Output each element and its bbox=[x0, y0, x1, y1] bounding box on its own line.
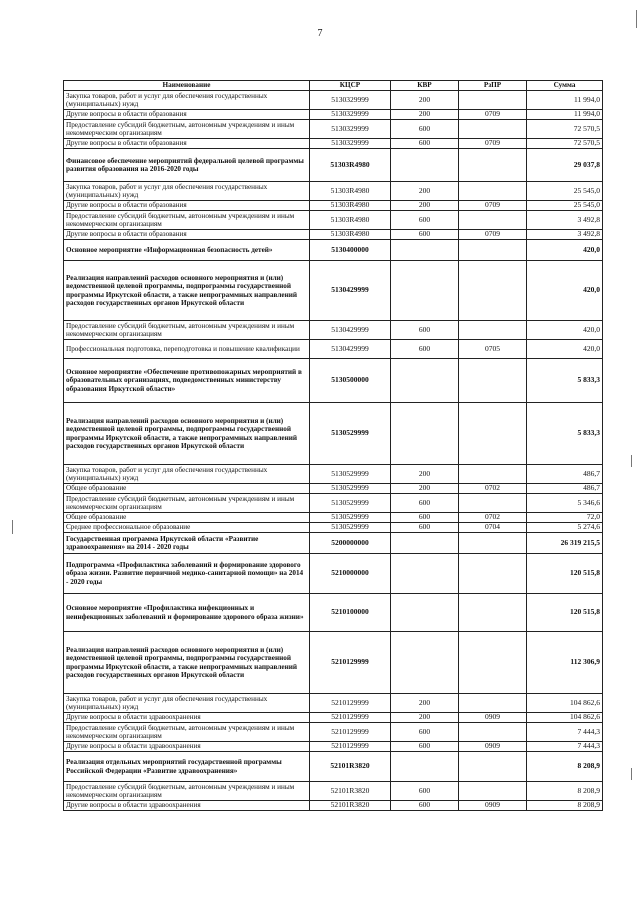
cell-kvr: 200 bbox=[391, 182, 459, 201]
cell-sum: 420,0 bbox=[527, 340, 603, 359]
cell-name: Реализация направлений расходов основного мероприятия и (или) ведомственной целевой программы, подпрограммы государственной программы Иркутской области, а также непрограммных направлений расходов государственных органов Иркутской области bbox=[64, 632, 310, 694]
cell-name: Предоставление субсидий бюджетным, автономным учреждениям и иным некоммерческим организациям bbox=[64, 782, 310, 801]
cell-name: Закупка товаров, работ и услуг для обеспечения государственных (муниципальных) нужд bbox=[64, 182, 310, 201]
cell-name: Профессиональная подготовка, переподготовка и повышение квалификации bbox=[64, 340, 310, 359]
cell-sum: 3 492,8 bbox=[527, 211, 603, 230]
cell-name: Предоставление субсидий бюджетным, автономным учреждениям и иным некоммерческим организациям bbox=[64, 120, 310, 139]
cell-name: Среднее профессиональное образование bbox=[64, 523, 310, 533]
cell-sum: 72,0 bbox=[527, 513, 603, 523]
cell-kvr: 600 bbox=[391, 120, 459, 139]
cell-kcsr: 51303R4980 bbox=[310, 149, 391, 182]
cell-kcsr: 51303R4980 bbox=[310, 230, 391, 240]
cell-name: Другие вопросы в области образования bbox=[64, 230, 310, 240]
cell-sum: 8 208,9 bbox=[527, 801, 603, 811]
header-rzpr: РзПР bbox=[459, 81, 527, 91]
cell-name: Другие вопросы в области образования bbox=[64, 201, 310, 211]
cell-kcsr: 5210129999 bbox=[310, 694, 391, 713]
cell-rzpr: 0702 bbox=[459, 513, 527, 523]
cell-name: Другие вопросы в области образования bbox=[64, 139, 310, 149]
cell-kcsr: 5130329999 bbox=[310, 91, 391, 110]
cell-rzpr bbox=[459, 149, 527, 182]
cell-sum: 5 346,6 bbox=[527, 494, 603, 513]
cell-name: Другие вопросы в области образования bbox=[64, 110, 310, 120]
table-row bbox=[64, 182, 603, 201]
cell-rzpr: 0709 bbox=[459, 110, 527, 120]
cell-rzpr bbox=[459, 632, 527, 694]
cell-sum: 5 274,6 bbox=[527, 523, 603, 533]
header-name: Наименование bbox=[64, 81, 310, 91]
cell-sum: 7 444,3 bbox=[527, 723, 603, 742]
scan-mark-left bbox=[12, 520, 13, 534]
cell-rzpr bbox=[459, 261, 527, 321]
cell-sum: 104 862,6 bbox=[527, 694, 603, 713]
cell-kcsr: 5130529999 bbox=[310, 523, 391, 533]
cell-kcsr: 5210129999 bbox=[310, 713, 391, 723]
cell-name: Финансовое обеспечение мероприятий федеральной целевой программы развития образования на 2016-2020 годы bbox=[64, 149, 310, 182]
cell-kcsr: 51303R4980 bbox=[310, 182, 391, 201]
cell-kvr bbox=[391, 261, 459, 321]
table-row bbox=[64, 149, 603, 182]
scan-mark-right bbox=[631, 455, 632, 467]
cell-sum: 8 208,9 bbox=[527, 782, 603, 801]
header-kcsr: КЦСР bbox=[310, 81, 391, 91]
cell-rzpr bbox=[459, 403, 527, 465]
cell-sum: 120 515,8 bbox=[527, 554, 603, 594]
cell-rzpr bbox=[459, 240, 527, 261]
table-row bbox=[64, 742, 603, 752]
cell-rzpr: 0909 bbox=[459, 742, 527, 752]
cell-rzpr: 0709 bbox=[459, 201, 527, 211]
cell-kcsr: 5200000000 bbox=[310, 533, 391, 554]
table-header-row bbox=[64, 81, 603, 91]
cell-kvr bbox=[391, 594, 459, 632]
table-row bbox=[64, 340, 603, 359]
cell-sum: 420,0 bbox=[527, 240, 603, 261]
cell-rzpr bbox=[459, 211, 527, 230]
cell-sum: 104 862,6 bbox=[527, 713, 603, 723]
cell-kvr bbox=[391, 632, 459, 694]
table-row bbox=[64, 513, 603, 523]
cell-name: Общее образование bbox=[64, 484, 310, 494]
cell-name: Предоставление субсидий бюджетным, автономным учреждениям и иным некоммерческим организациям bbox=[64, 494, 310, 513]
cell-name: Основное мероприятие «Профилактика инфекционных и неинфекционных заболеваний и формирование здорового образа жизни» bbox=[64, 594, 310, 632]
table-row bbox=[64, 139, 603, 149]
table-row bbox=[64, 201, 603, 211]
table-row bbox=[64, 801, 603, 811]
cell-name: Другие вопросы в области здравоохранения bbox=[64, 713, 310, 723]
cell-name: Предоставление субсидий бюджетным, автономным учреждениям и иным некоммерческим организациям bbox=[64, 211, 310, 230]
cell-kvr: 600 bbox=[391, 230, 459, 240]
cell-rzpr bbox=[459, 782, 527, 801]
cell-rzpr: 0909 bbox=[459, 801, 527, 811]
cell-kcsr: 5130500000 bbox=[310, 359, 391, 403]
cell-rzpr bbox=[459, 533, 527, 554]
cell-kvr: 200 bbox=[391, 713, 459, 723]
cell-kcsr: 5210129999 bbox=[310, 723, 391, 742]
cell-rzpr bbox=[459, 723, 527, 742]
cell-kcsr: 52101R3820 bbox=[310, 752, 391, 782]
cell-rzpr bbox=[459, 91, 527, 110]
cell-kvr: 600 bbox=[391, 321, 459, 340]
scan-mark-right-lower bbox=[631, 768, 632, 780]
cell-kvr: 600 bbox=[391, 801, 459, 811]
table-row bbox=[64, 554, 603, 594]
cell-rzpr: 0702 bbox=[459, 484, 527, 494]
cell-sum: 26 319 215,5 bbox=[527, 533, 603, 554]
cell-kcsr: 5130529999 bbox=[310, 513, 391, 523]
cell-rzpr bbox=[459, 694, 527, 713]
table-row bbox=[64, 91, 603, 110]
cell-kvr bbox=[391, 403, 459, 465]
cell-sum: 420,0 bbox=[527, 321, 603, 340]
table-row bbox=[64, 632, 603, 694]
cell-sum: 486,7 bbox=[527, 484, 603, 494]
cell-name: Реализация отдельных мероприятий государственной программы Российской Федерации «Развитие здравоохранения» bbox=[64, 752, 310, 782]
cell-name: Закупка товаров, работ и услуг для обеспечения государственных (муниципальных) нужд bbox=[64, 465, 310, 484]
cell-name: Закупка товаров, работ и услуг для обеспечения государственных (муниципальных) нужд bbox=[64, 91, 310, 110]
cell-name: Основное мероприятие «Информационная безопасность детей» bbox=[64, 240, 310, 261]
table-row bbox=[64, 533, 603, 554]
cell-kvr: 200 bbox=[391, 91, 459, 110]
cell-kvr: 200 bbox=[391, 694, 459, 713]
cell-kcsr: 52101R3820 bbox=[310, 801, 391, 811]
cell-kvr bbox=[391, 533, 459, 554]
cell-sum: 72 570,5 bbox=[527, 139, 603, 149]
table-row bbox=[64, 120, 603, 139]
cell-name: Другие вопросы в области здравоохранения bbox=[64, 742, 310, 752]
cell-sum: 5 833,3 bbox=[527, 403, 603, 465]
cell-kvr: 200 bbox=[391, 201, 459, 211]
table-row bbox=[64, 110, 603, 120]
cell-kvr bbox=[391, 149, 459, 182]
cell-kcsr: 5130429999 bbox=[310, 261, 391, 321]
cell-sum: 11 994,0 bbox=[527, 91, 603, 110]
cell-name: Закупка товаров, работ и услуг для обеспечения государственных (муниципальных) нужд bbox=[64, 694, 310, 713]
cell-kvr bbox=[391, 359, 459, 403]
page-number: 7 bbox=[317, 28, 323, 39]
cell-sum: 7 444,3 bbox=[527, 742, 603, 752]
cell-kcsr: 52101R3820 bbox=[310, 782, 391, 801]
cell-rzpr bbox=[459, 465, 527, 484]
table-body bbox=[64, 91, 603, 811]
cell-name: Предоставление субсидий бюджетным, автономным учреждениям и иным некоммерческим организациям bbox=[64, 321, 310, 340]
cell-name: Реализация направлений расходов основного мероприятия и (или) ведомственной целевой программы, подпрограммы государственной программы Иркутской области, а также непрограммных направлений расходов государственных органов Иркутской области bbox=[64, 261, 310, 321]
cell-kcsr: 5210129999 bbox=[310, 742, 391, 752]
cell-rzpr bbox=[459, 554, 527, 594]
cell-name: Предоставление субсидий бюджетным, автономным учреждениям и иным некоммерческим организациям bbox=[64, 723, 310, 742]
cell-rzpr bbox=[459, 359, 527, 403]
cell-sum: 420,0 bbox=[527, 261, 603, 321]
cell-name: Другие вопросы в области здравоохранения bbox=[64, 801, 310, 811]
cell-kvr bbox=[391, 240, 459, 261]
cell-kvr: 600 bbox=[391, 742, 459, 752]
cell-sum: 8 208,9 bbox=[527, 752, 603, 782]
table-row bbox=[64, 484, 603, 494]
cell-name: Общее образование bbox=[64, 513, 310, 523]
budget-table bbox=[63, 80, 603, 811]
table-row bbox=[64, 523, 603, 533]
cell-kvr: 200 bbox=[391, 484, 459, 494]
cell-name: Основное мероприятие «Обеспечение противопожарных мероприятий в образовательных организациях, подведомственных министерству образования Иркутской области» bbox=[64, 359, 310, 403]
table-row bbox=[64, 723, 603, 742]
cell-kcsr: 5130529999 bbox=[310, 403, 391, 465]
cell-kvr bbox=[391, 752, 459, 782]
table-row bbox=[64, 494, 603, 513]
table-row bbox=[64, 240, 603, 261]
cell-kcsr: 5130400000 bbox=[310, 240, 391, 261]
cell-rzpr: 0709 bbox=[459, 230, 527, 240]
cell-sum: 25 545,0 bbox=[527, 201, 603, 211]
cell-sum: 120 515,8 bbox=[527, 594, 603, 632]
cell-name: Подпрограмма «Профилактика заболеваний и формирование здорового образа жизни. Развитие первичной медико-санитарной помощи» на 2014 - 2020 годы bbox=[64, 554, 310, 594]
table-row bbox=[64, 211, 603, 230]
cell-rzpr bbox=[459, 182, 527, 201]
cell-kcsr: 5210100000 bbox=[310, 594, 391, 632]
header-kvr: КВР bbox=[391, 81, 459, 91]
cell-kcsr: 5130329999 bbox=[310, 110, 391, 120]
cell-kvr: 600 bbox=[391, 513, 459, 523]
cell-kcsr: 5130329999 bbox=[310, 120, 391, 139]
cell-kcsr: 5130429999 bbox=[310, 321, 391, 340]
table-row bbox=[64, 403, 603, 465]
cell-sum: 72 570,5 bbox=[527, 120, 603, 139]
cell-rzpr bbox=[459, 494, 527, 513]
cell-sum: 3 492,8 bbox=[527, 230, 603, 240]
cell-sum: 29 037,8 bbox=[527, 149, 603, 182]
cell-kvr: 600 bbox=[391, 782, 459, 801]
cell-kcsr: 5210129999 bbox=[310, 632, 391, 694]
cell-kvr: 600 bbox=[391, 723, 459, 742]
table-row bbox=[64, 713, 603, 723]
cell-rzpr: 0709 bbox=[459, 139, 527, 149]
cell-rzpr bbox=[459, 752, 527, 782]
cell-kvr: 200 bbox=[391, 465, 459, 484]
cell-sum: 112 306,9 bbox=[527, 632, 603, 694]
cell-kcsr: 5130429999 bbox=[310, 340, 391, 359]
cell-kcsr: 5130329999 bbox=[310, 139, 391, 149]
scan-mark-top-right bbox=[636, 10, 637, 28]
cell-kcsr: 5130529999 bbox=[310, 484, 391, 494]
table-row bbox=[64, 782, 603, 801]
cell-rzpr bbox=[459, 594, 527, 632]
cell-sum: 25 545,0 bbox=[527, 182, 603, 201]
cell-kcsr: 51303R4980 bbox=[310, 201, 391, 211]
cell-name: Государственная программа Иркутской области «Развитие здравоохранения» на 2014 - 2020 годы bbox=[64, 533, 310, 554]
cell-sum: 11 994,0 bbox=[527, 110, 603, 120]
cell-kvr: 200 bbox=[391, 110, 459, 120]
table-row bbox=[64, 359, 603, 403]
cell-kcsr: 5130529999 bbox=[310, 494, 391, 513]
cell-rzpr bbox=[459, 120, 527, 139]
cell-name: Реализация направлений расходов основного мероприятия и (или) ведомственной целевой программы, подпрограммы государственной программы Иркутской области, а также непрограммных направлений расходов государственных органов Иркутской области bbox=[64, 403, 310, 465]
cell-rzpr: 0705 bbox=[459, 340, 527, 359]
cell-kvr: 600 bbox=[391, 340, 459, 359]
table-row bbox=[64, 261, 603, 321]
cell-rzpr bbox=[459, 321, 527, 340]
cell-rzpr: 0704 bbox=[459, 523, 527, 533]
cell-sum: 486,7 bbox=[527, 465, 603, 484]
table-row bbox=[64, 694, 603, 713]
header-sum: Сумма bbox=[527, 81, 603, 91]
cell-kvr: 600 bbox=[391, 494, 459, 513]
table-row bbox=[64, 230, 603, 240]
table-row bbox=[64, 321, 603, 340]
table-row bbox=[64, 594, 603, 632]
table-row bbox=[64, 752, 603, 782]
cell-kcsr: 5130529999 bbox=[310, 465, 391, 484]
cell-kcsr: 51303R4980 bbox=[310, 211, 391, 230]
cell-kvr: 600 bbox=[391, 523, 459, 533]
cell-kvr: 600 bbox=[391, 211, 459, 230]
cell-kvr: 600 bbox=[391, 139, 459, 149]
cell-rzpr: 0909 bbox=[459, 713, 527, 723]
table-row bbox=[64, 465, 603, 484]
cell-kcsr: 5210000000 bbox=[310, 554, 391, 594]
cell-sum: 5 833,3 bbox=[527, 359, 603, 403]
cell-kvr bbox=[391, 554, 459, 594]
